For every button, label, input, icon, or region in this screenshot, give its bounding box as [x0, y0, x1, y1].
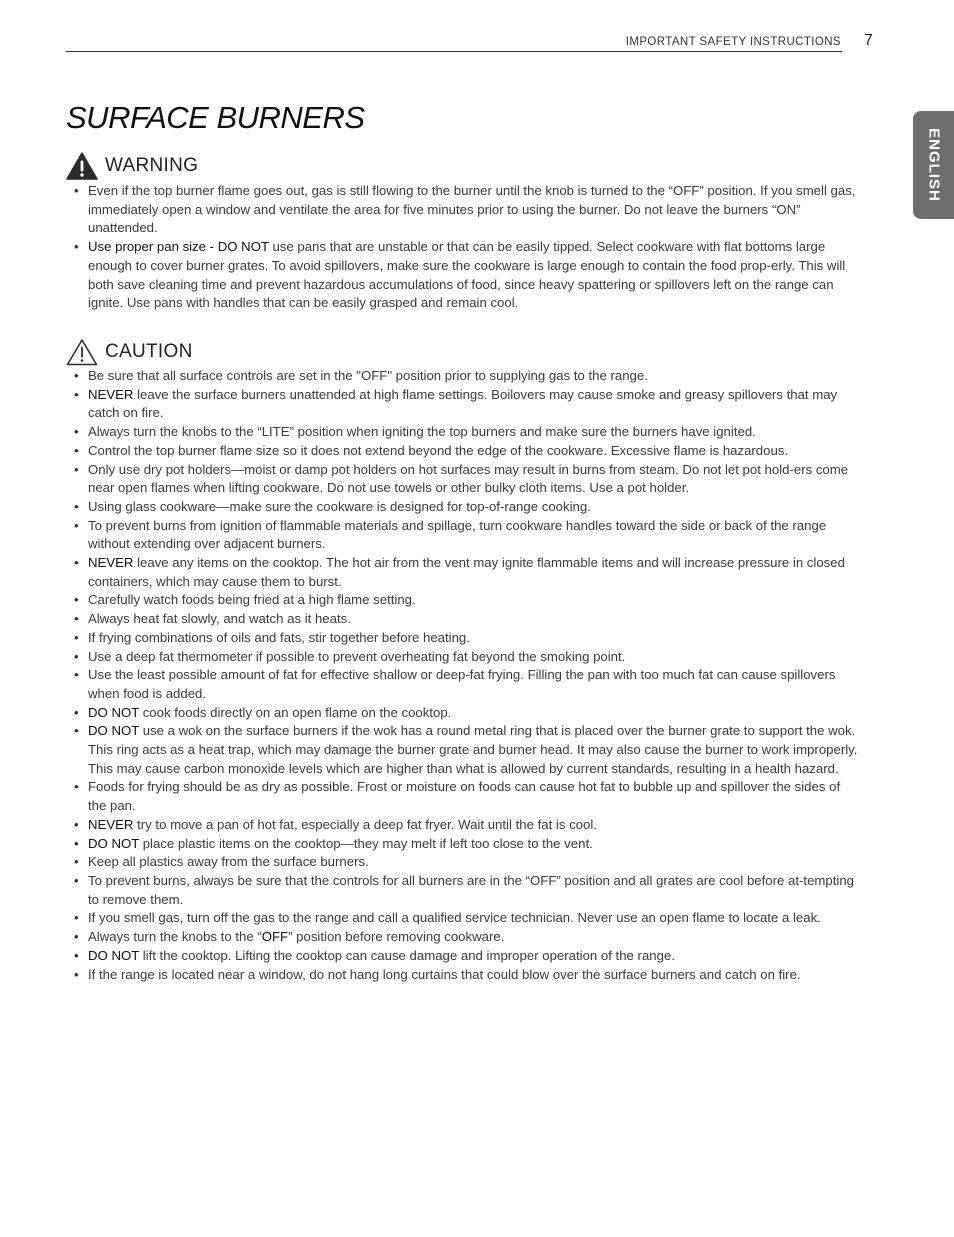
item-text: Always turn the knobs to the “LITE” position when igniting the top burners and make sure the burners have ignited. [88, 424, 756, 440]
language-tab [913, 111, 954, 219]
caution-item [72, 461, 862, 498]
item-text: ” position before removing cookware. [288, 929, 505, 945]
caution-label: CAUTION [105, 341, 193, 362]
caution-item [72, 835, 862, 854]
caution-item [72, 947, 862, 966]
caution-item [72, 498, 862, 517]
caution-item [72, 554, 862, 591]
language-tab-label: ENGLISH [925, 128, 942, 202]
item-text: To prevent burns from ignition of flammable materials and spillage, turn cookware handles toward the side or back of the range without extending over adjacent burners. [88, 517, 827, 552]
item-text: use a wok on the surface burners if the wok has a round metal ring that is placed over the burner grate to support the wok. This ring acts as a heat trap, which may damage the burner grate and burner head. It may also cause the burner to work improperly. This may cause carbon monoxide levels which are higher than what is allowed by current standards, resulting in a health hazard. [88, 723, 858, 776]
emphasis-text: Use proper pan size - DO NOT [88, 239, 269, 255]
header-rule [66, 51, 842, 52]
item-text: use pans that are unstable or that can be easily tipped. Select cookware with flat bottoms large enough to cover burner grates. To avoid spillovers, make sure the cookware is large enough to contain the food prop-erly. This will both save cleaning time and prevent hazardous accumulations of food, since heavy spattering or spillovers left on the range can ignite. Use pans with handles that can be easily grasped and remain cool. [88, 239, 846, 311]
item-text: If frying combinations of oils and fats, stir together before heating. [88, 629, 470, 645]
item-text: leave the surface burners unattended at high flame settings. Boilovers may cause smoke and greasy spillovers that may catch on fire. [88, 386, 838, 421]
item-text: If you smell gas, turn off the gas to the range and call a qualified service technician. Never use an open flame to locate a leak. [88, 910, 821, 926]
item-text: Control the top burner flame size so it does not extend beyond the edge of the cookware. Excessive flame is hazardous. [88, 442, 789, 458]
item-text: Using glass cookware—make sure the cookware is designed for top-of-range cooking. [88, 498, 591, 514]
warning-label: WARNING [105, 155, 199, 176]
caution-item [72, 442, 862, 461]
item-text: Always heat fat slowly, and watch as it heats. [88, 611, 351, 627]
caution-item [72, 629, 862, 648]
item-text: lift the cooktop. Lifting the cooktop can cause damage and improper operation of the range. [139, 947, 675, 963]
caution-item [72, 778, 862, 815]
warning-heading [66, 152, 198, 180]
page-number: 7 [864, 32, 873, 49]
emphasis-text: DO NOT [88, 704, 140, 720]
emphasis-text: OFF [261, 929, 289, 945]
caution-item [72, 386, 862, 423]
item-text: If the range is located near a window, do not hang long curtains that could blow over the surface burners and catch on fire. [88, 966, 801, 982]
caution-item [72, 909, 862, 928]
emphasis-text: DO NOT [88, 947, 140, 963]
emphasis-text: NEVER [88, 386, 134, 402]
item-text: Use a deep fat thermometer if possible to prevent overheating fat beyond the smoking point. [88, 648, 626, 664]
header-title: IMPORTANT SAFETY INSTRUCTIONS [625, 36, 841, 48]
item-text: Only use dry pot holders—moist or damp pot holders on hot surfaces may result in burns from steam. Do not let pot hold-ers come near open flames when lifting cookware. Do not use towels or other bulky cloth items. Use a pot holder. [88, 461, 849, 496]
caution-item [72, 648, 862, 667]
item-text: To prevent burns, always be sure that the controls for all burners are in the “OFF” position and all grates are cool before at-tempting to remove them. [88, 872, 854, 907]
item-text: try to move a pan of hot fat, especially a deep fat fryer. Wait until the fat is cool. [133, 816, 597, 832]
emphasis-text: NEVER [88, 555, 134, 571]
caution-item [72, 517, 862, 554]
caution-item [72, 872, 862, 909]
item-text: Even if the top burner flame goes out, gas is still flowing to the burner until the knob is turned to the “OFF” position. If you smell gas, immediately open a window and ventilate the area for five minutes prior to using the burner. Do not leave the burners “ON” unattended. [88, 183, 856, 236]
caution-item [72, 423, 862, 442]
emphasis-text: DO NOT [88, 723, 140, 739]
caution-heading [66, 338, 193, 366]
caution-item [72, 704, 862, 723]
item-text: Keep all plastics away from the surface burners. [88, 854, 369, 870]
emphasis-text: NEVER [88, 816, 134, 832]
caution-item [72, 928, 862, 947]
caution-item [72, 666, 862, 703]
caution-item [72, 853, 862, 872]
caution-outline-triangle-icon [66, 338, 98, 366]
item-text: cook foods directly on an open flame on the cooktop. [139, 704, 452, 720]
caution-item [72, 722, 862, 778]
warning-item [72, 182, 862, 238]
caution-list [72, 367, 862, 984]
item-text: leave any items on the cooktop. The hot air from the vent may ignite flammable items and will increase pressure in closed containers, which may cause them to burst. [88, 555, 845, 589]
caution-item [72, 367, 862, 386]
page-title: SURFACE BURNERS [66, 100, 365, 135]
emphasis-text: DO NOT [88, 835, 140, 851]
item-text: Always turn the knobs to the “ [88, 929, 262, 945]
warning-list [72, 182, 862, 313]
item-text: place plastic items on the cooktop—they may melt if left too close to the vent. [139, 835, 593, 851]
caution-item [72, 610, 862, 629]
caution-item [72, 966, 862, 985]
item-text: Use the least possible amount of fat for effective shallow or deep-fat frying. Filling the pan with too much fat can cause spillovers when food is added. [88, 667, 836, 701]
warning-item [72, 238, 862, 313]
item-text: Foods for frying should be as dry as possible. Frost or moisture on foods can cause hot fat to bubble up and spillover the sides of the pan. [88, 779, 841, 814]
item-text: Carefully watch foods being fried at a high flame setting. [88, 592, 416, 608]
caution-item [72, 816, 862, 835]
item-text: Be sure that all surface controls are set in the "OFF" position prior to supplying gas to the range. [88, 368, 648, 383]
caution-item [72, 591, 862, 610]
warning-filled-triangle-icon [66, 152, 98, 180]
